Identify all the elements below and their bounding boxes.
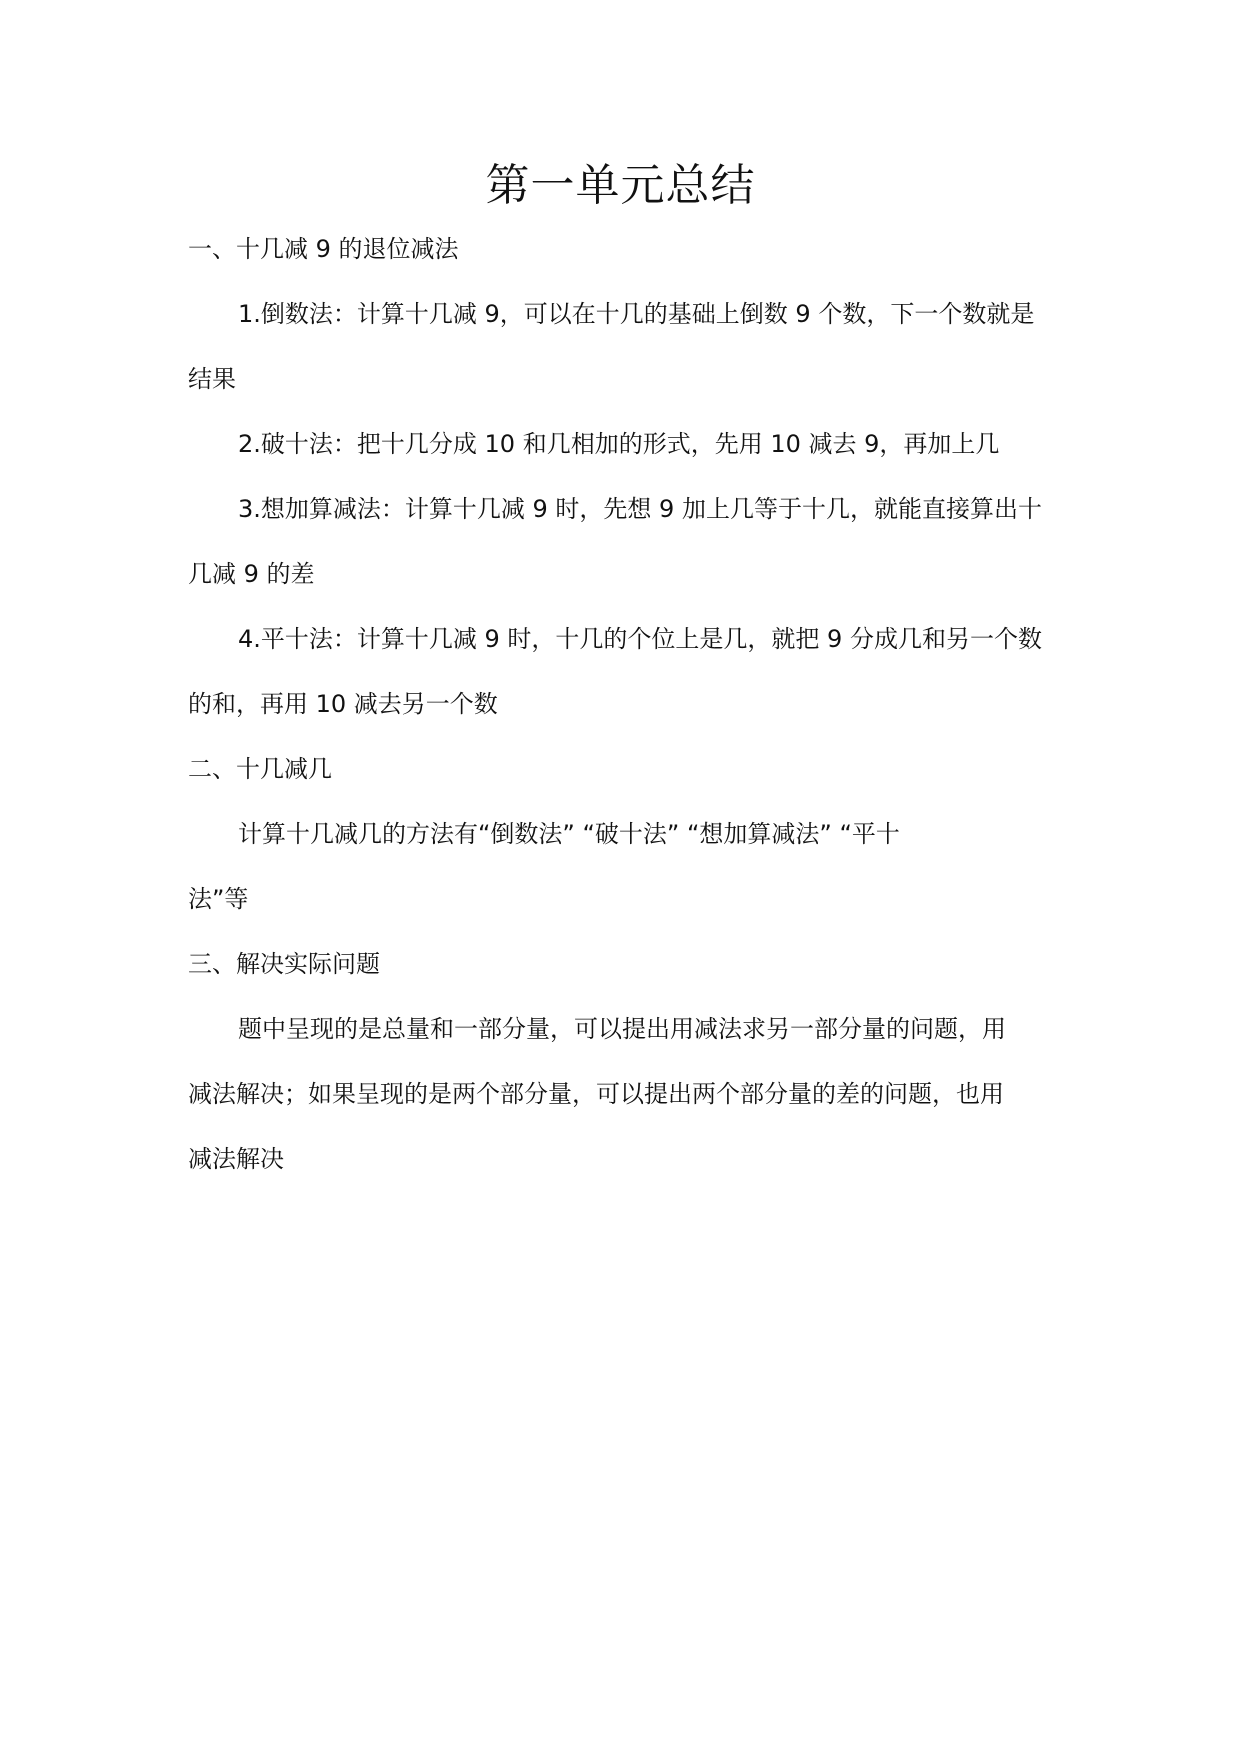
section-3-paragraph-line-3: 减法解决 — [188, 1145, 284, 1173]
section-1-item-2-line-1: 2.破十法：把十几分成 10 和几相加的形式，先用 10 减去 9，再加上几 — [238, 430, 1000, 458]
section-2-paragraph-line-1: 计算十几减几的方法有“倒数法” “破十法” “想加算减法” “平十 — [238, 820, 900, 848]
section-1-item-3-line-1: 3.想加算减法：计算十几减 9 时，先想 9 加上几等于十几，就能直接算出十 — [238, 495, 1042, 523]
section-1-item-4-line-1: 4.平十法：计算十几减 9 时，十几的个位上是几，就把 9 分成几和另一个数 — [238, 625, 1042, 653]
section-1-item-1-line-2: 结果 — [188, 365, 236, 393]
document-title: 第一单元总结 — [485, 160, 756, 211]
section-3-paragraph-line-1: 题中呈现的是总量和一部分量，可以提出用减法求另一部分量的问题，用 — [238, 1015, 1006, 1043]
section-3-heading: 三、解决实际问题 — [188, 950, 380, 978]
section-2-paragraph-line-2: 法”等 — [188, 885, 249, 913]
section-2-heading: 二、十几减几 — [188, 755, 332, 783]
section-1-item-1-line-1: 1.倒数法：计算十几减 9，可以在十几的基础上倒数 9 个数，下一个数就是 — [238, 300, 1035, 328]
section-3-paragraph-line-2: 减法解决；如果呈现的是两个部分量，可以提出两个部分量的差的问题，也用 — [188, 1080, 1004, 1108]
section-1-item-3-line-2: 几减 9 的差 — [188, 560, 315, 588]
section-1-item-4-line-2: 的和，再用 10 减去另一个数 — [188, 690, 498, 718]
section-1-heading: 一、十几减 9 的退位减法 — [188, 235, 459, 263]
